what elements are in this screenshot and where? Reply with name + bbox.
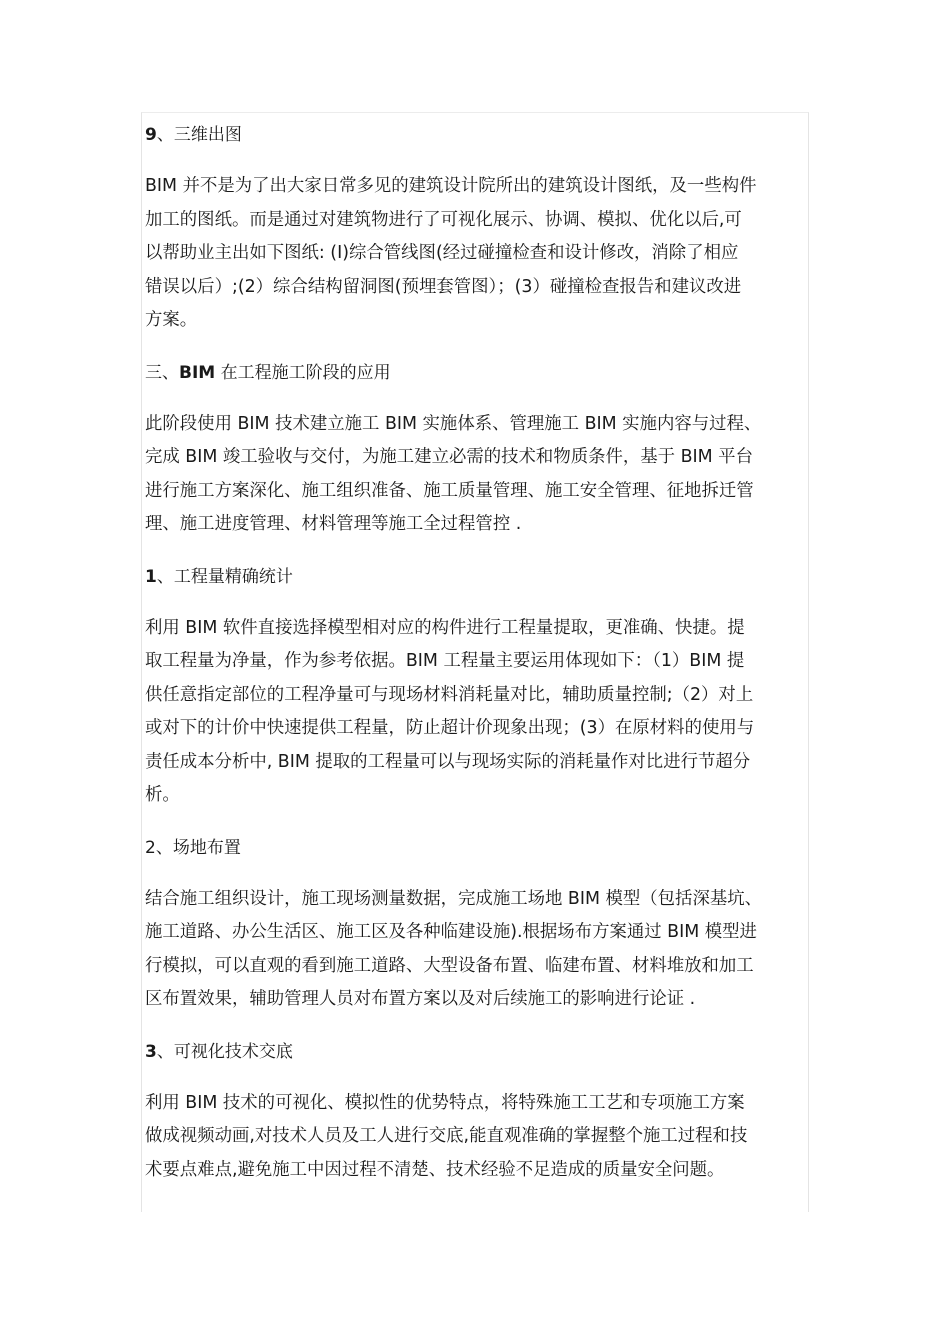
paragraph-visual-briefing (145, 1087, 809, 1188)
text-line: 加工的图纸。而是通过对建筑物进行了可视化展示、协调、模拟、优化以后,可 (145, 209, 742, 230)
document-body (145, 118, 809, 1205)
text-line: 取工程量为净量，作为参考依据。BIM 工程量主要运用体现如下：（1）BIM 提 (145, 651, 745, 671)
text-line: 错误以后）;(2）综合结构留洞图(预埋套管图）；(3）碰撞检查报告和建议改进 (145, 276, 742, 297)
text-line: 结合施工组织设计，施工现场测量数据，完成施工场地 BIM 模型（包括深基坑、 (145, 888, 763, 909)
paragraph-construction-stage (145, 408, 809, 542)
text-line: BIM 并不是为了出大家日常多见的建筑设计院所出的建筑设计图纸，及一些构件 (145, 176, 757, 196)
section-heading-quantity-statistics: 1、工程量精确统计 (145, 566, 293, 587)
text-line: 完成 BIM 竣工验收与交付，为施工建立必需的技术和物质条件，基于 BIM 平台 (145, 447, 753, 467)
text-line: 责任成本分析中, BIM 提取的工程量可以与现场实际的消耗量作对比进行节超分 (145, 751, 751, 772)
section-heading-3d-drawings: 9、三维出图 (145, 125, 242, 145)
paragraph-quantity-statistics (145, 612, 809, 813)
text-line: 供任意指定部位的工程净量可与现场材料消耗量对比，辅助质量控制;（2）对上 (145, 684, 754, 705)
text-line: 析。 (145, 785, 180, 805)
text-line: 做成视频动画,对技术人员及工人进行交底,能直观准确的掌握整个施工过程和技 (145, 1126, 748, 1146)
text-line: 理、施工进度管理、材料管理等施工全过程管控 . (145, 514, 522, 534)
text-line: 区布置效果，辅助管理人员对布置方案以及对后续施工的影响进行论证 . (145, 989, 696, 1009)
text-line: 术要点难点,避免施工中因过程不清楚、技术经验不足造成的质量安全问题。 (145, 1159, 725, 1180)
section-heading-visual-briefing: 3、可视化技术交底 (145, 1041, 293, 1062)
text-line: 行模拟，可以直观的看到施工道路、大型设备布置、临建布置、材料堆放和加工 (145, 955, 754, 976)
text-line: 进行施工方案深化、施工组织准备、施工质量管理、施工安全管理、征地拆迁管 (145, 480, 754, 501)
text-line: 此阶段使用 BIM 技术建立施工 BIM 实施体系、管理施工 BIM 实施内容与过程、 (145, 413, 762, 434)
text-line: 利用 BIM 软件直接选择模型相对应的构件进行工程量提取，更准确、快捷。提 (145, 617, 745, 638)
text-line: 或对下的计价中快速提供工程量，防止超计价现象出现；(3）在原材料的使用与 (145, 718, 755, 738)
text-line: 施工道路、办公生活区、施工区及各种临建设施).根据场布方案通过 BIM 模型进 (145, 922, 757, 942)
paragraph-3d-drawings (145, 170, 809, 338)
text-line: 利用 BIM 技术的可视化、模拟性的优势特点，将特殊施工工艺和专项施工方案 (145, 1092, 745, 1113)
text-line: 方案。 (145, 310, 198, 330)
section-heading-construction-stage: 三、BIM 在工程施工阶段的应用 (145, 362, 391, 383)
section-heading-site-layout: 2、场地布置 (145, 837, 241, 858)
paragraph-site-layout (145, 883, 809, 1017)
text-line: 以帮助业主出如下图纸: (I)综合管线图(经过碰撞检查和设计修改，消除了相应 (145, 243, 739, 263)
